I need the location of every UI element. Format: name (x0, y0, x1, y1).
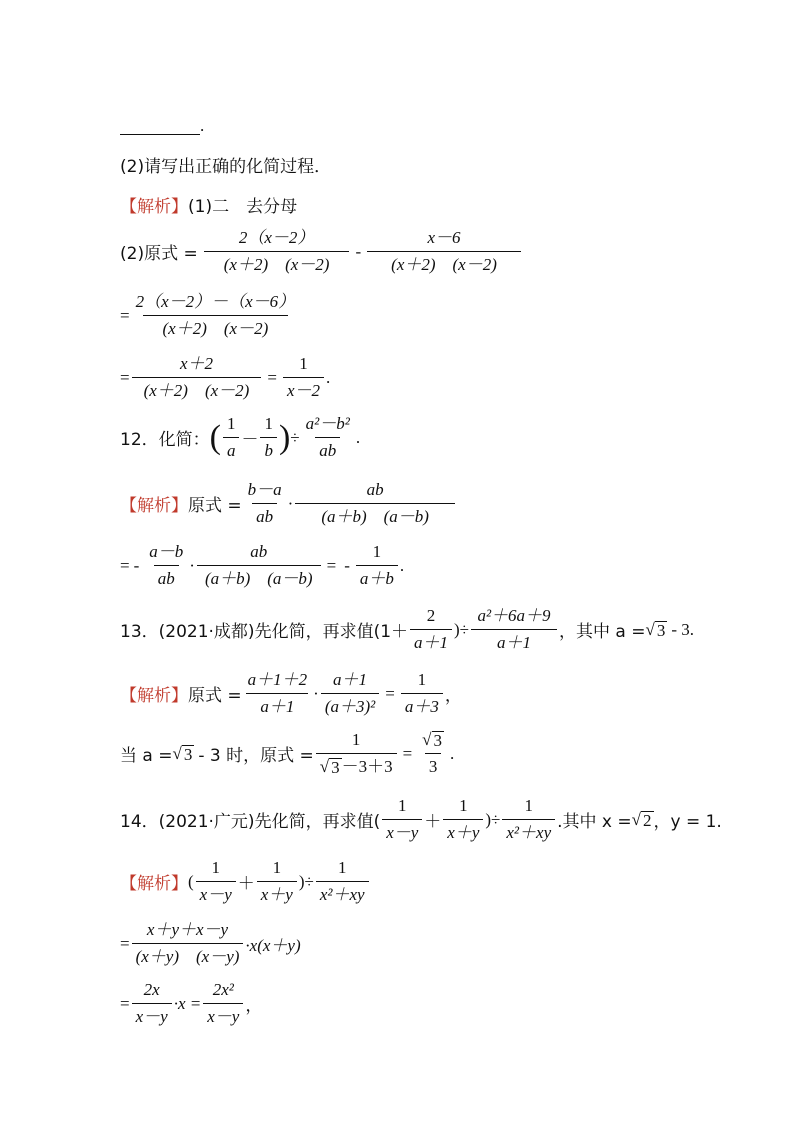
equals-sign: = (120, 305, 130, 325)
fraction: $\frac{2(x-2)}{(x+2) (x-2)}$ (204, 228, 350, 275)
solution-11-step1 (120, 228, 523, 275)
fraction: $\frac{1}{a}$ (223, 414, 240, 461)
question-label: (2)请写出正确的化简过程． (120, 157, 332, 177)
answer-text: (1)二 去分母 (188, 197, 298, 217)
solution-14-step3: = $\frac{2x}{x-y}$ ·x = $\frac{\text{2x²}}{x-y}$ ， (120, 980, 263, 1026)
question-13: 13．(2021·成都)先化简，再求值(1＋ $\frac{2}{a+1}$ )÷ $\frac{\text{a²＋6a＋9}}{a+1}$ ，其中 a = √ 3 - 3. (120, 606, 695, 652)
fraction: $\frac{\text{a²＋6a＋9}}{a+1}$ (471, 606, 557, 653)
solution-11-answer (120, 192, 297, 217)
equals-sign: = (267, 367, 277, 387)
fraction: $\frac{b-a}{ab}$ (247, 480, 282, 526)
solution-13-step2: 当 a = √ 3 - 3 时，原式 = 1 √ 3 －3＋3 = √ 3 3 . (120, 730, 455, 777)
equals-sign: = (120, 555, 130, 575)
solution-12-step1: 【解析】 原式 = $\frac{b-a}{ab}$ · $\frac{ab}{(a+b) (a-b)}$ (120, 480, 457, 527)
fraction: $\frac{2(x-2)-(x-6)}{(x+2) (x-2)}$ (135, 292, 296, 338)
step-prefix: 原式 = (188, 496, 242, 516)
solution-14-step1: 【解析】 ( $\frac{1}{x-y}$ ＋ $\frac{1}{x+y}$ )÷ $\frac{1}{\text{x²＋xy}}$ (120, 858, 371, 905)
minus-sign: - (355, 241, 362, 261)
question-label: 14．(2021·广元)先化简，再求值( (120, 812, 381, 832)
period: . (399, 555, 405, 575)
condition: .其中 x = (557, 812, 632, 832)
solution-tag: 【解析】 (120, 686, 188, 706)
solution-tag: 【解析】 (120, 874, 188, 894)
sqrt: √ 3 (645, 619, 666, 640)
period: . (325, 367, 331, 387)
fraction: √ 3 3 (422, 730, 443, 776)
equals-sign: = (120, 367, 130, 387)
fraction: $\frac{1}{x-y}$ (196, 858, 236, 905)
fraction: $\frac{\text{2x²}}{x-y}$ (203, 980, 243, 1027)
equals-sign: = (326, 555, 337, 575)
fraction: $\frac{1}{b}$ (260, 414, 277, 461)
solution-11-step3 (120, 354, 330, 401)
question-label: 13．(2021·成都)先化简，再求值(1＋ (120, 622, 409, 642)
fraction: $\frac{1}{x-2}$ (283, 354, 324, 401)
fraction: $\frac{x-6}{(x+2) (x-2)}$ (367, 228, 521, 275)
blank (120, 118, 200, 135)
fraction: $\frac{a-b}{ab}$ (149, 542, 184, 588)
fraction: $\frac{1}{a+3}$ (401, 670, 443, 717)
fraction: $\frac{2x}{x-y}$ (132, 980, 172, 1027)
fraction: $\frac{1}{\text{x²＋xy}}$ (316, 858, 369, 905)
minus-sign: - (344, 555, 350, 575)
period: . (200, 116, 205, 135)
solution-12-step2: = - $\frac{a-b}{ab}$ · $\frac{ab}{(a+b) (a-b)}$ = - $\frac{1}{a+b}$ . (120, 542, 405, 588)
fraction: $\frac{\text{a²－b²}}{ab}$ (305, 414, 350, 460)
sqrt: √ 2 (631, 809, 652, 830)
fraction: $\frac{ab}{(a+b) (a-b)}$ (295, 480, 455, 527)
fraction: $\frac{ab}{(a+b) (a-b)}$ (197, 542, 321, 589)
fraction: $\frac{a+1}{\text{(a＋3)²}}$ (321, 670, 379, 717)
solution-11-step2 (120, 292, 301, 339)
fraction: $\frac{1}{a+b}$ (356, 542, 398, 589)
question-2 (120, 152, 331, 177)
fraction: $\frac{a+1+2}{a+1}$ (247, 670, 308, 716)
fraction: $\frac{1}{x+y}$ (257, 858, 297, 905)
answer-blank-line (120, 116, 204, 136)
period: . (355, 427, 361, 447)
question-label: 12．化简： (120, 430, 210, 450)
question-12: 12．化简： ( $\frac{1}{a}$ － $\frac{1}{b}$ ) ÷ $\frac{\text{a²－b²}}{ab}$ . (120, 414, 361, 460)
fraction: $\frac{x+y+x-y}{(x+y) (x-y)}$ (132, 920, 244, 967)
solution-14-step2: = $\frac{x+y+x-y}{(x+y) (x-y)}$ ·x(x＋y) (120, 920, 301, 966)
fraction: $\frac{1}{\text{x²＋xy}}$ (502, 796, 555, 843)
sqrt: √ 3 (172, 743, 193, 764)
fraction: $\frac{1}{x-y}$ (382, 796, 422, 843)
fraction: $\frac{x+2}{(x+2) (x-2)}$ (132, 354, 262, 401)
solution-13-step1: 【解析】 原式 = $\frac{a+1+2}{a+1}$ · $\frac{a+1}{\text{(a＋3)²}}$ = $\frac{1}{a+3}$ ， (120, 670, 462, 716)
condition: 当 a = (120, 746, 173, 766)
minus-sign: - (133, 555, 140, 575)
solution-tag: 【解析】 (120, 197, 188, 217)
question-14: 14．(2021·广元)先化简，再求值( $\frac{1}{x-y}$ ＋ $\frac{1}{x+y}$ )÷ $\frac{1}{\text{x²＋xy}}$ .其中 x = √ 2 ，y = 1. (120, 796, 722, 842)
fraction: $\frac{2}{a+1}$ (410, 606, 452, 653)
solution-tag: 【解析】 (120, 496, 188, 516)
condition: ，其中 a = (559, 622, 646, 642)
fraction: $\frac{1}{x+y}$ (443, 796, 483, 843)
step-prefix: (2)原式 = (120, 244, 198, 264)
fraction: 1 √ 3 －3＋3 (316, 730, 397, 777)
step-prefix: 原式 = (188, 686, 242, 706)
